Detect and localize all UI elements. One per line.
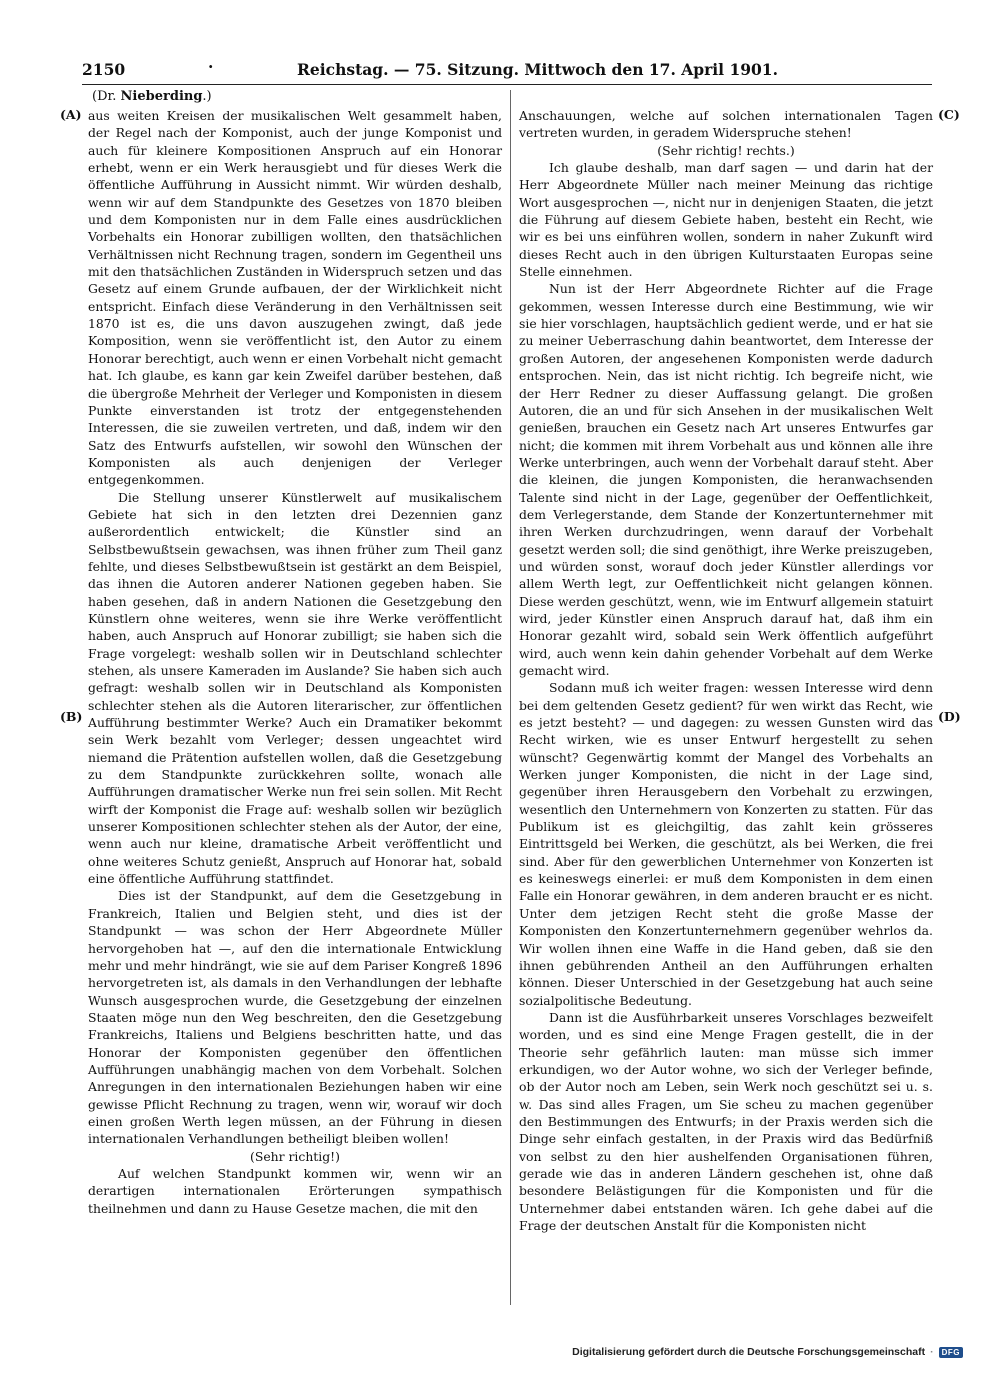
page-number: 2150 xyxy=(82,60,126,79)
paragraph: Auf welchen Standpunkt kommen wir, wenn wir an derartigen internationalen Erörterungen sympathisch theilnehmen und dann zu Hause Gesetze machen, die mit den xyxy=(88,1165,502,1216)
interjection: (Sehr richtig!) xyxy=(250,1148,340,1164)
paragraph: Anschauungen, welche auf solchen internationalen Tagen vertreten wurden, in geradem Widerspruche stehen! xyxy=(519,108,933,141)
credit-separator: · xyxy=(930,1346,934,1358)
speaker-line xyxy=(92,89,212,104)
header-title: Reichstag. — 75. Sitzung. Mittwoch den 17. April 1901. xyxy=(297,60,778,79)
margin-marker-c: (C) xyxy=(938,107,960,122)
dfg-logo-icon: DFG xyxy=(939,1347,963,1358)
paragraph: Ich glaube deshalb, man darf sagen — und darin hat der Herr Abgeordnete Müller nach meiner Meinung das richtige Wort ausgesprochen —, nicht nur in denjenigen Staaten, die jetzt die Führung auf diesem Gebiete haben, besteht ein Recht, wie wir es bei uns einführen wollen, sondern in naher Zukunft wird dieses Recht auch in den übrigen Kulturstaaten Europas seine Stelle einnehmen. xyxy=(519,160,933,280)
speaker-prefix: (Dr. xyxy=(92,89,121,104)
paragraph: Sodann muß ich weiter fragen: wessen Interesse wird denn bei dem geltenden Gesetz gedient? für wen wirkt das Recht, wie es jetzt besteht? — und dagegen: zu wessen Gunsten wird das Recht wirken, wie es unser Entwurf hergestellt zu sehen wünscht? Gegenwärtig kommt der Mangel des Vorbehalts an Werken junger Komponisten, die nicht in der Lage sind, gegenüber ihren Herausgebern den Vorbehalt zu erzwingen, wesentlich den Unternehmern von Konzerten zu statten. Für das Publikum ist es gleichgiltig, das zahlt kein grösseres Eintrittsgeld bei Werken, die geschützt, als bei Werken, die frei sind. Aber für den gewerblichen Unternehmer von Konzerten ist es keineswegs einerlei: er muß dem Komponisten in dem einen Falle ein Honorar gewähren, in dem anderen braucht er es nicht. Unter dem jetzigen Recht steht die große Masse der Komponisten den Konzertunternehmern gegenüber wehrlos da. Wir wollen ihnen eine Waffe in die Hand geben, daß sie den ihnen gebührenden Antheil an den Aufführungen erhalten können. Dieser Unterschied in der Gesetzgebung hat auch seine sozialpolitische Bedeutung. xyxy=(519,680,933,1008)
digitization-credit xyxy=(572,1343,963,1361)
column-divider xyxy=(510,90,511,1305)
credit-text: Digitalisierung gefördert durch die Deutsche Forschungsgemeinschaft xyxy=(572,1346,926,1358)
paragraph: Nun ist der Herr Abgeordnete Richter auf die Frage gekommen, wessen Interesse durch eine Bestimmung, wie wir sie hier vorschlagen, hauptsächlich gedient werde, und er hat sie zu meiner Ueberraschung dahin beantwortet, dem Interesse der großen Autoren, der angesehenen Komponisten werde dadurch entsprochen. Nein, das ist nicht richtig. Ich begreife nicht, wie der Herr Redner zu dieser Auffassung gelangt. Die großen Autoren, die an und für sich Ansehen in der musikalischen Welt genießen, brauchen ein Gesetz nach Art unseres Entwurfes gar nicht; die kommen mit ihrem Vorbehalt aus und können alle ihre Werke unterbringen, auch wenn der Vorbehalt darauf steht. Aber die kleinen, die jungen Komponisten, die heranwachsenden Talente sind nicht in der Lage, gegenüber der Oeffentlichkeit, dem Verlegerstande, dem Stande der Konzertunternehmer mit ihren Werken durchzudringen, wenn darauf der Vorbehalt gesetzt werden soll; die sind genöthigt, ihre Werke preiszugeben, und würden sonst, worauf doch jeder Künstler allerdings vor allem Werth legt, zur Oeffentlichkeit nicht gelangen können. Diese werden geschützt, wenn, wie im Entwurf allgemein statuirt wird, jeder Künstler einen Anspruch darauf hat, daß ihm ein Honorar gezahlt wird, sobald sein Werk öffentlich aufgeführt wird, auch wenn kein dahin gehender Vorbehalt auf dem Werke gemacht wird. xyxy=(519,281,933,678)
header-rule xyxy=(82,84,932,85)
interjection: (Sehr richtig! rechts.) xyxy=(657,142,795,158)
margin-marker-d: (D) xyxy=(938,709,961,724)
paragraph: Dann ist die Ausführbarkeit unseres Vorschlages bezweifelt worden, und es sind eine Menge Fragen gestellt, die in der Theorie sehr gefährlich lauten: man müsse sich immer erkundigen, wo der Autor wohne, wo sich der Verleger befinde, ob der Autor noch am Leben, sein Werk noch geschützt sei u. s. w. Das sind alles Fragen, um Sie scheu zu machen gegenüber den Bestimmungen des Entwurfs; in der Praxis werden sich die Dinge sehr einfach gestalten, in der Praxis wird das Bedürfniß von selbst zu den hier aushelfenden Organisationen führen, gerade wie das in anderen Ländern geschehen ist, ohne daß besondere Belästigungen für die Komponisten und für die Unternehmer dabei entstanden wären. Ich gehe dabei auf die Frage der deutschen Anstalt für die Komponisten nicht xyxy=(519,1009,933,1233)
paragraph: aus weiten Kreisen der musikalischen Welt gesammelt haben, der Regel nach der Komponist, auch der junge Komponist und auch für kleinere Kompositionen Anspruch auf ein Honorar erhebt, wenn er ein Werk herausgiebt und für dieses Werk die öffentliche Aufführung in Aussicht nimmt. Wir würden deshalb, wenn wir auf dem Standpunkte des Gesetzes von 1870 bleiben und dem Komponisten nur in dem Falle eines ausdrücklichen Vorbehalts ein Honorar zubilligen wollten, den thatsächlichen Verhältnissen nicht Rechnung tragen, sondern im Gegentheil uns mit den thatsächlichen Zuständen in Widerspruch setzen und das Gesetz auf einem Grunde aufbauen, der der Wirklichkeit nicht entspricht. Einfach diese Veränderung in den Verhältnissen seit 1870 ist es, die uns davon auszugehen zwingt, daß jede Komposition, wenn sie veröffentlicht ist, den Autor zu einem Honorar berechtigt, auch wenn er einen Vorbehalt nicht gemacht hat. Ich glaube, es kann gar kein Zweifel darüber bestehen, daß die übergroße Mehrheit der Verleger und Komponisten in diesem Punkte einverstanden ist trotz der entgegenstehenden Interessen, die sie zuweilen vertreten, und daß, indem wir den Satz des Entwurfs aufstellen, wir sowohl den Wünschen der Komponisten als auch denjenigen der Verleger entgegenkommen. xyxy=(88,108,502,488)
page-header xyxy=(82,57,932,84)
paragraph: Dies ist der Standpunkt, auf dem die Gesetzgebung in Frankreich, Italien und Belgien steht, und dies ist der Standpunkt — was schon der Herr Abgeordnete Müller hervorgehoben hat —, auf den die internationale Entwicklung mehr und mehr hindrängt, wie sie auf dem Pariser Kongreß 1896 hervorgetreten ist, als damals in den Verhandlungen der lebhafte Wunsch ausgesprochen wurde, die Gesetzgebung der einzelnen Staaten möge nun den Weg beschreiten, den die Gesetzgebung Frankreichs, Italiens und Belgiens beschritten hatte, und das Honorar der Komponisten gegenüber den öffentlichen Aufführungen unabhängig machen von dem Vorbehalt. Solchen Anregungen in den internationalen Beziehungen haben wir eine gewisse Pflicht Rechnung zu tragen, wenn wir, worauf wir doch einen großen Werth legen müssen, an der Führung in diesen internationalen Verhandlungen betheiligt bleiben wollen! xyxy=(88,888,502,1147)
speaker-suffix: .) xyxy=(202,89,212,104)
margin-marker-a: (A) xyxy=(60,107,82,122)
left-column xyxy=(88,107,502,1217)
margin-marker-b: (B) xyxy=(60,709,83,724)
right-column xyxy=(519,107,933,1234)
speaker-name: Nieberding xyxy=(120,89,203,104)
paragraph: Die Stellung unserer Künstlerwelt auf musikalischem Gebiete hat sich in den letzten drei Dezennien ganz außerordentlich entwickelt; die Künstler sind an Selbstbewußtsein gewachsen, was ihnen früher zum Theil ganz fehlte, und dieses Selbstbewußtsein ist gestärkt an dem Beispiel, das ihnen die Autoren anderer Nationen gegeben haben. Sie haben gesehen, daß in andern Nationen die Gesetzgebung den Künstlern ohne weiteres, wenn sie ihre Werke veröffentlicht haben, auch Anspruch auf Honorar zubilligt; sie haben sich die Frage vorgelegt: weshalb sollen wir in Deutschland schlechter stehen, als unsere Kameraden im Auslande? Sie haben sich auch gefragt: weshalb sollen wir in Deutschland als Komponisten schlechter stehen als die Autoren literarischer, zur öffentlichen Aufführung bestimmter Werke? Auch ein Dramatiker bekommt sein Werk bezahlt vom Verleger; dessen ungeachtet wird niemand die Prätention aufstellen wollen, daß die Gesetzgebung zu dem Standpunkte zurückkehren sollte, wonach alle Aufführungen dramatischer Werke nun frei sein sollen. Mit Recht wirft der Komponist die Frage auf: weshalb sollen wir bezüglich unserer Kompositionen schlechter stehen als der Autor, der eine, wenn auch nur kleine, dramatische Arbeit veröffentlicht und ohne weiteres Schutz genießt, Anspruch auf Honorar hat, sobald eine öffentliche Aufführung stattfindet. xyxy=(88,489,502,887)
header-dot: · xyxy=(208,57,214,76)
